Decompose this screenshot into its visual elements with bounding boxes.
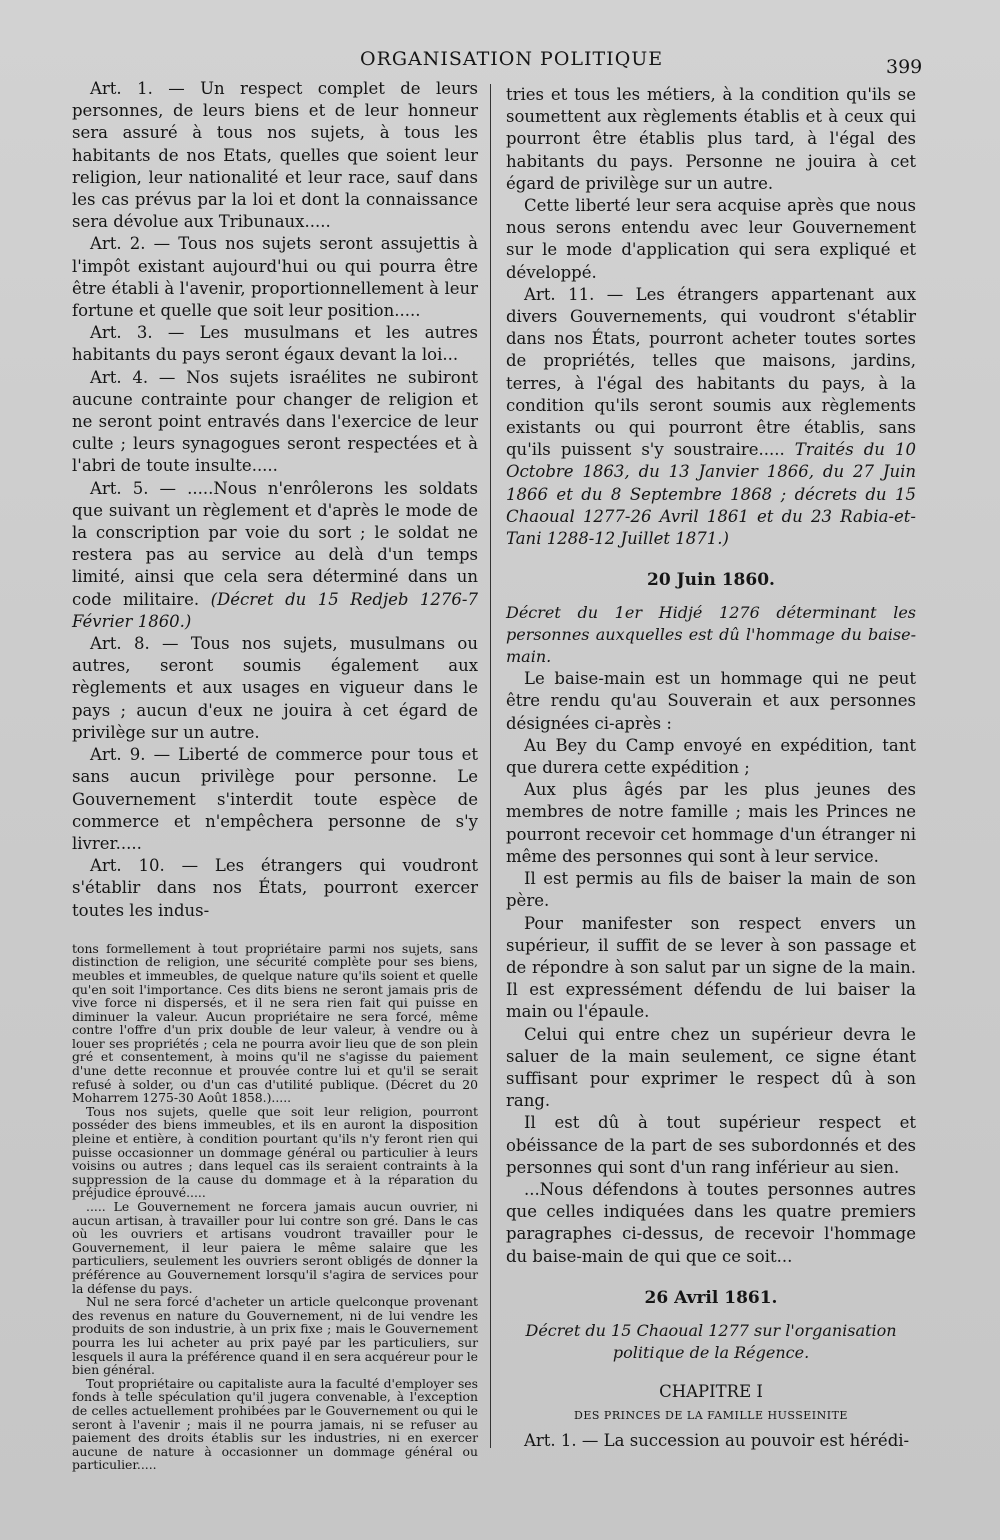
article-3: Art. 3. — Les musulmans et les autres habitants du pays seront égaux devant la loi...	[72, 323, 478, 365]
footnote-paragraph: Nul ne sera forcé d'acheter un article quelconque provenant des revenus en nature du Gouvernement, ni de lui vendre les produits de son industrie, à un prix fixe ; mais le Gouvernement pourra les lui acheter au prix payé par les particuliers, sur lesquels il aura la préférence quand il en sera acquéreur pour le bien général.	[72, 1294, 478, 1378]
decree-title-1861: Décret du 15 Chaoual 1277 sur l'organisation politique de la Régence.	[525, 1320, 897, 1362]
article-5-text: Art. 5. — .....Nous n'enrôlerons les soldats que suivant un règlement et d'après le mode de la conscription par voie du sort ; le soldat ne restera pas au service au delà d'un temps limité, ainsi que cela sera déterminé dans un code militaire.	[72, 478, 478, 609]
left-body-text	[72, 78, 478, 922]
decree-paragraph: ...Nous défendons à toutes personnes autres que celles indiquées dans les quatre premiers paragraphes ci-dessus, de recevoir l'hommage du baise-main de qui que ce soit...	[506, 1179, 916, 1266]
article-9: Art. 9. — Liberté de commerce pour tous et sans aucun privilège pour personne. Le Gouvernement s'interdit toute espèce de commerce et n'empêchera personne de s'y livrer.....	[72, 745, 478, 853]
footnote-paragraph: Tout propriétaire ou capitaliste aura la faculté d'employer ses fonds à telle spéculation qu'il jugera convenable, à l'exception de celles actuellement prohibées par le Gouvernement ou qui le seront à l'avenir ; mais il ne pourra jamais, ni se refuser au paiement des droits établis sur les industries, ni en exercer aucune de nature à occasionner un dommage général ou particulier.....	[72, 1375, 478, 1473]
article-4: Art. 4. — Nos sujets israélites ne subiront aucune contrainte pour changer de religion et ne seront point entravés dans l'exercice de leur culte ; leurs synagogues seront respectées et à l'abri de toute insulte.....	[72, 367, 478, 476]
section-heading: DES PRINCES DE LA FAMILLE HUSSEINITE	[574, 1408, 848, 1422]
decree-paragraph: Aux plus âgés par les plus jeunes des membres de notre famille ; mais les Princes ne pourront recevoir cet hommage d'un étranger ni même des personnes qui sont à leur service.	[506, 780, 916, 866]
footnote-paragraph: ..... Le Gouvernement ne forcera jamais aucun ouvrier, ni aucun artisan, à travailler pour lui contre son gré. Dans le cas où les ouvriers et artisans voudront travailler pour le Gouvernement, il leur paiera le même salaire que les particuliers, seulement les ouvriers seront obligés de donner la préférence au Gouvernement lorsqu'il s'agira de services pour la défense du pays.	[72, 1199, 478, 1296]
decree-paragraph: Il est dû à tout supérieur respect et obéissance de la part de ses subordonnés et des personnes qui sont d'un rang inférieur au sien.	[506, 1113, 916, 1177]
decree-paragraph: Pour manifester son respect envers un supérieur, il suffit de se lever à son passage et de répondre à son salut par un signe de la main. Il est expressément défendu de lui baiser la main ou l'épaule.	[506, 913, 916, 1022]
running-title: ORGANISATION POLITIQUE	[360, 48, 664, 70]
page-number: 399	[886, 56, 923, 78]
decree-paragraph: Au Bey du Camp envoyé en expédition, tant que durera cette expédition ;	[506, 735, 916, 778]
footnotes	[72, 942, 478, 1472]
article-2: Art. 2. — Tous nos sujets seront assujettis à l'impôt existant aujourd'hui ou qui pourra être être établi à l'avenir, proportionnellement à leur fortune et quelle que soit leur position.....	[72, 234, 478, 321]
date-heading-1860: 20 Juin 1860.	[647, 570, 775, 591]
decree-paragraph: Le baise-main est un hommage qui ne peut être rendu qu'au Souverain et aux personnes désignées ci-après :	[506, 669, 916, 733]
article-5	[72, 478, 478, 633]
footnote-paragraph: Tous nos sujets, quelle que soit leur religion, pourront posséder des biens immeubles, et ils en auront la disposition pleine et entière, à condition pourtant qu'ils n'y feront rien qui puisse occasionner un dommage général ou particulier à leurs voisins ou autres ; dans lequel cas ils seraient contraints à la suppression de la cause du dommage et à la réparation du préjudice éprouvé.....	[72, 1103, 478, 1201]
article-8: Art. 8. — Tous nos sujets, musulmans ou autres, seront soumis également aux règlements et aux usages en vigueur dans le pays ; aucun d'eux ne jouira à cet égard de privilège sur un autre.	[72, 634, 478, 742]
article-11-text: Art. 11. — Les étrangers appartenant aux divers Gouvernements, qui voudront s'établir dans nos États, pourront acheter toutes sortes de propriétés, telles que maisons, jardins, terres, à l'égal des habitants du pays, à la condition qu'ils seront soumis aux règlements existants ou qui pourront être établis, sans qu'ils puissent s'y soustraire.....	[506, 284, 916, 460]
article-1: Art. 1. — Un respect complet de leurs personnes, de leurs biens et de leur honneur sera assuré à tous nos sujets, à tous les habitants de nos Etats, quelles que soient leur religion, leur nationalité et leur race, sauf dans les cas prévus par la loi et dont la connaissance sera dévolue aux Tribunaux.....	[72, 79, 478, 232]
article-11	[506, 284, 916, 550]
column-divider	[490, 84, 491, 1448]
chapter-heading: CHAPITRE I	[659, 1381, 763, 1401]
decree-paragraph: Celui qui entre chez un supérieur devra le saluer de la main seulement, ce signe étant suffisant pour exprimer le respect dû à son rang.	[506, 1024, 916, 1111]
decree-paragraph: Il est permis au fils de baiser la main de son père.	[506, 869, 916, 911]
article-10: Art. 10. — Les étrangers qui voudront s'établir dans nos États, pourront exercer toutes les indus-	[72, 856, 478, 920]
decree-1860-body	[506, 668, 916, 1267]
article-10-continued: tries et tous les métiers, à la condition qu'ils se soumettent aux règlements établis et à ceux qui pourront être établis plus tard, à l'égal des habitants du pays. Personne ne jouira à cet égard de privilège sur un autre.	[506, 85, 916, 193]
right-body-text	[506, 84, 916, 550]
right-column	[506, 84, 916, 1452]
left-column	[72, 78, 478, 1472]
decree-title-1860: Décret du 1er Hidjé 1276 déterminant les personnes auxquelles est dû l'hommage du baise-main.	[506, 603, 916, 667]
liberty-paragraph: Cette liberté leur sera acquise après que nous nous serons entendu avec leur Gouvernement sur le mode d'application qui sera expliqué et développé.	[506, 196, 916, 282]
date-heading-1861: 26 Avril 1861.	[644, 1287, 778, 1308]
article-5-citation: (Décret du 15 Redjeb 1276-7 Février 1860.)	[72, 589, 478, 631]
footnote-paragraph: tons formellement à tout propriétaire parmi nos sujets, sans distinction de religion, une sécurité complète pour ses biens, meubles et immeubles, de quelque nature qu'ils soient et quelle qu'en soit l'importance. Ces dits biens ne seront jamais pris de vive force ni dispersés, et il ne sera rien fait qui puisse en diminuer la valeur. Aucun propriétaire ne sera forcé, même contre l'offre d'un prix double de leur valeur, à vendre ou à louer ses propriétés ; cela ne pourra avoir lieu que de son plein gré et consentement, à moins qu'il ne s'agisse du paiement d'une dette reconnue et prouvée contre lui et qu'il se serait refusé à solder, ou d'un cas d'utilité publique. (Décret du 20 Moharrem 1275-30 Août 1858.).....	[72, 940, 478, 1106]
article-11-citation: Traités du 10 Octobre 1863, du 13 Janvier 1866, du 27 Juin 1866 et du 8 Septembre 1868 ; décrets du 15 Chaoual 1277-26 Avril 1861 et du 23 Rabia-et-Tani 1288-12 Juillet 1871.)	[506, 440, 916, 549]
decree-1861-body	[506, 1430, 916, 1452]
article-1-succession: Art. 1. — La succession au pouvoir est hérédi-	[524, 1430, 910, 1450]
